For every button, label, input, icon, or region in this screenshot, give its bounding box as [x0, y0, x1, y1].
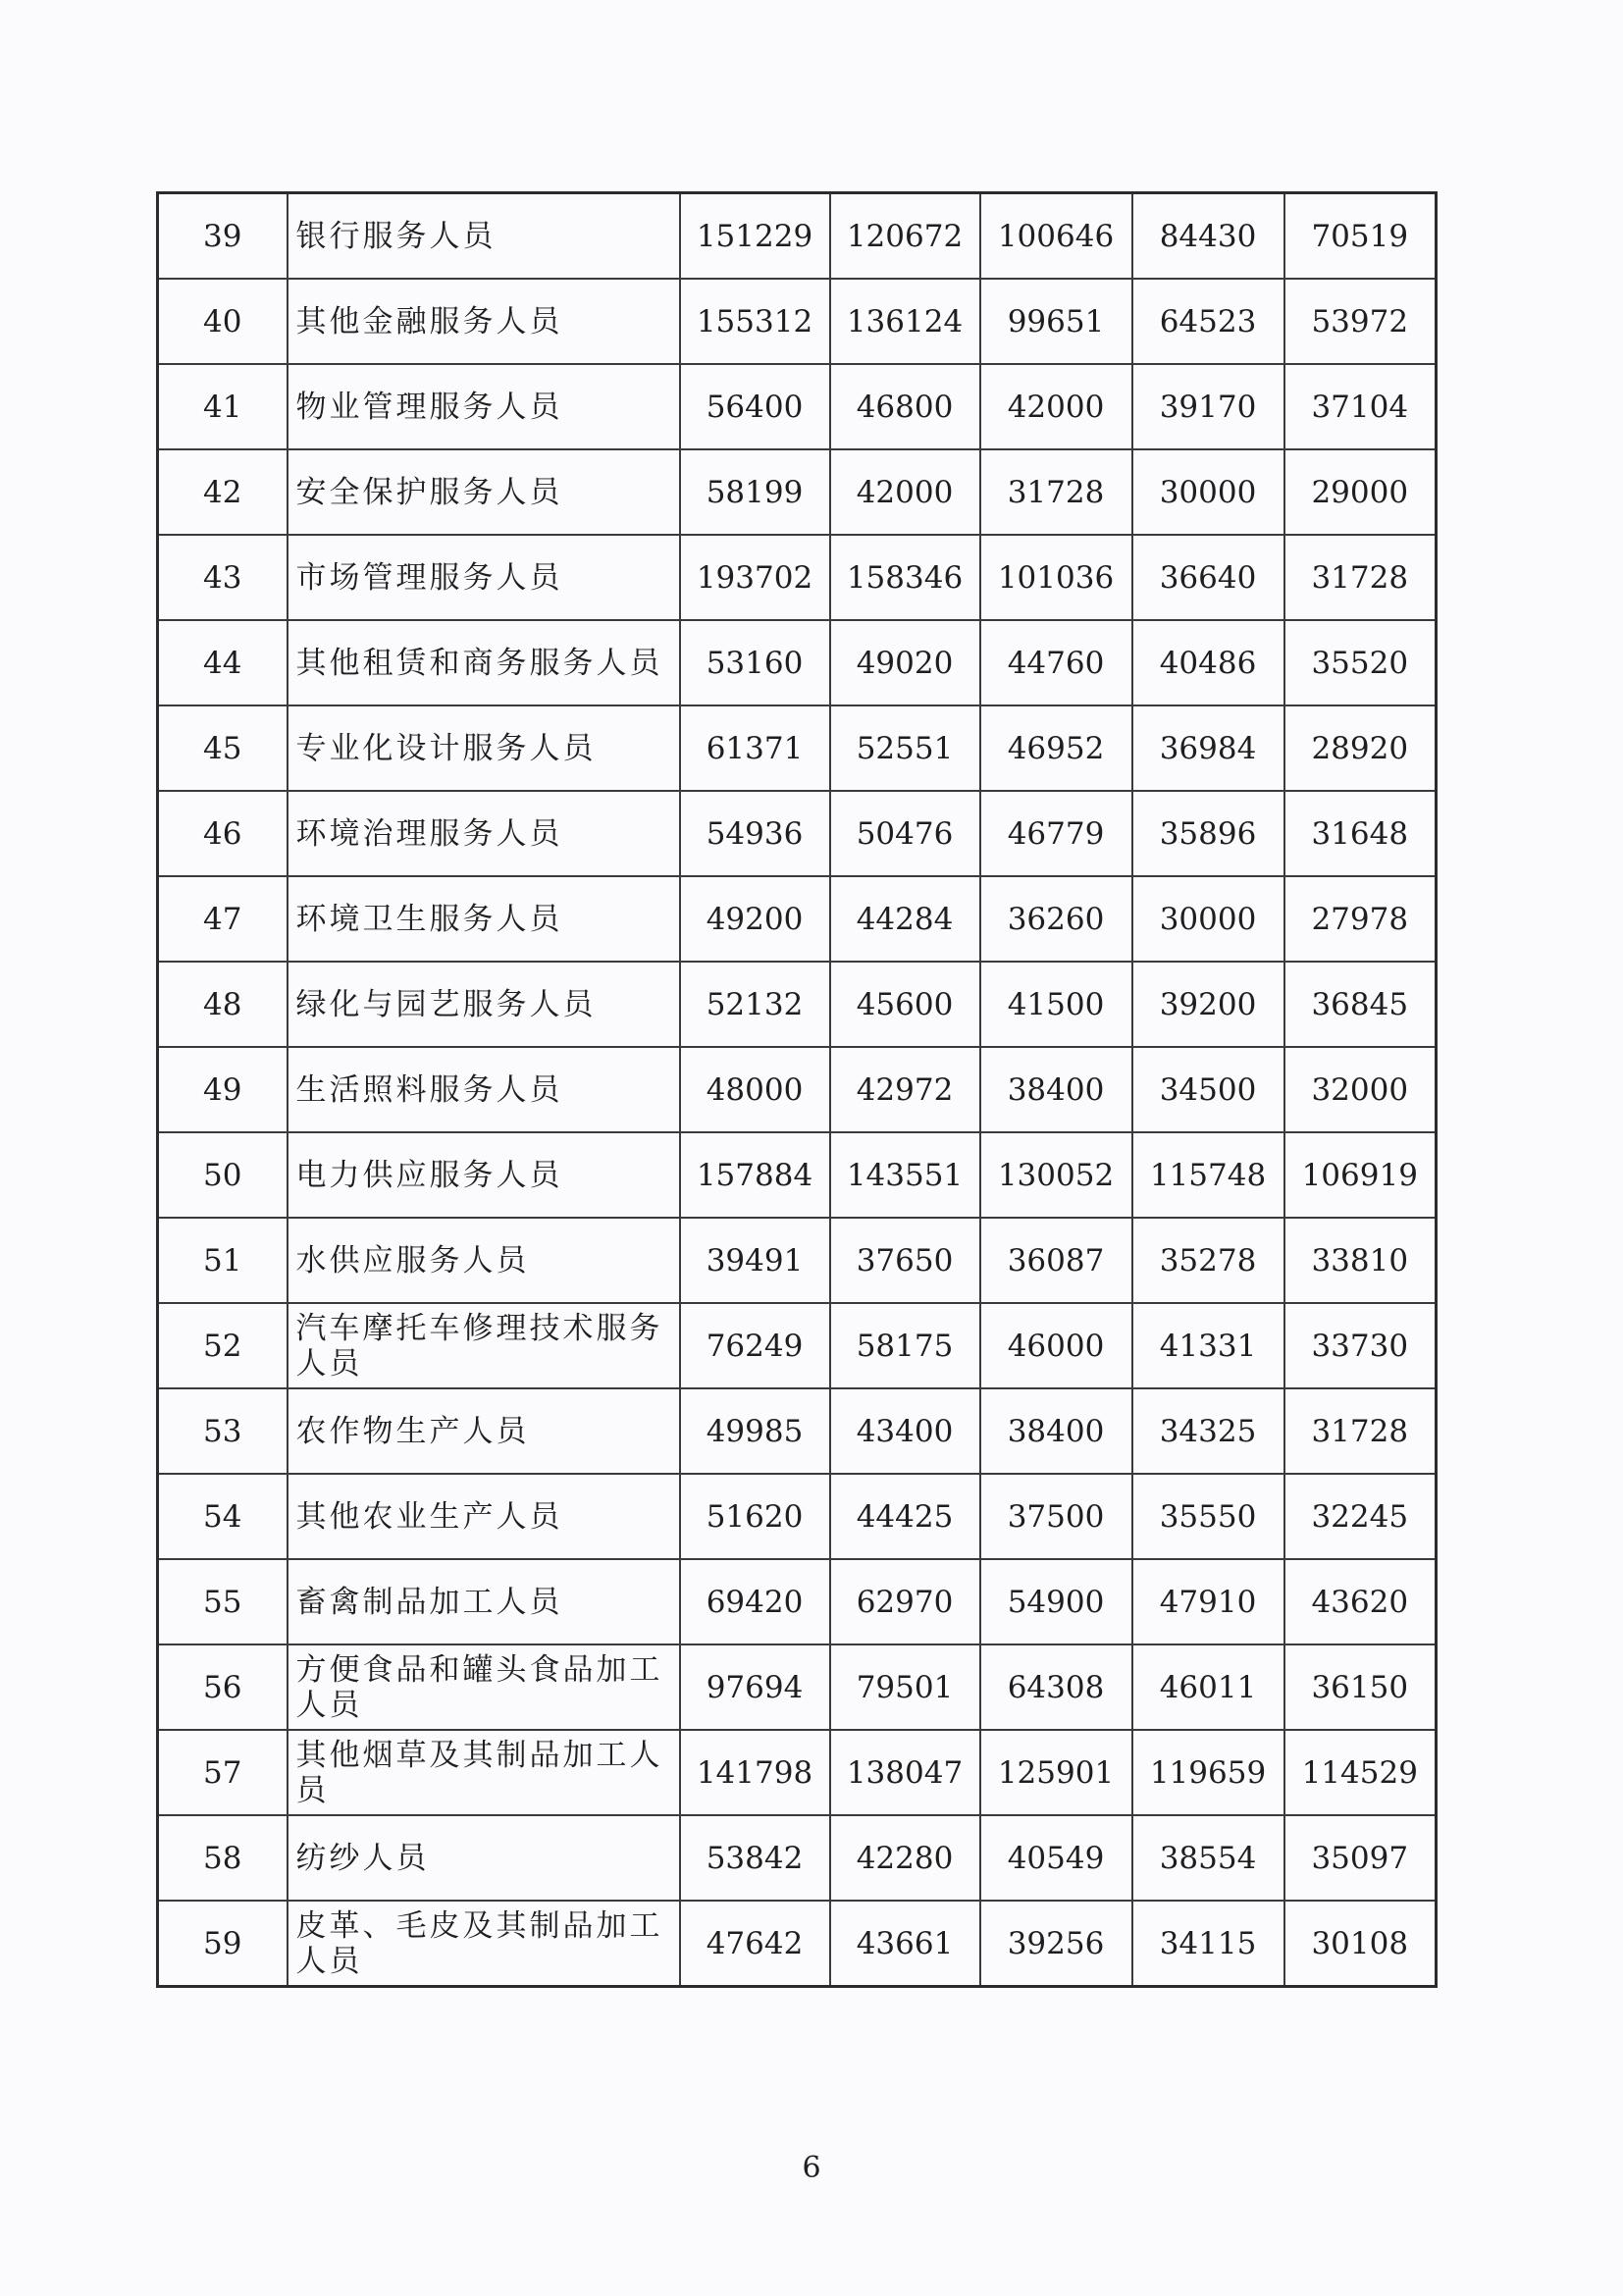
wage-value: 62970	[830, 1559, 980, 1644]
page-number: 6	[802, 2151, 821, 2185]
wage-value: 58199	[680, 449, 830, 535]
row-number: 50	[158, 1132, 288, 1218]
occupation-name: 水供应服务人员	[288, 1218, 680, 1303]
wage-value: 38400	[980, 1047, 1132, 1132]
wage-value: 48000	[680, 1047, 830, 1132]
occupation-name: 银行服务人员	[288, 193, 680, 280]
row-number: 46	[158, 791, 288, 876]
wage-value: 36640	[1132, 535, 1284, 620]
table-row	[158, 1047, 1437, 1132]
table-row	[158, 1815, 1437, 1901]
table-row	[158, 1218, 1437, 1303]
wage-value: 41500	[980, 962, 1132, 1047]
wage-value: 44760	[980, 620, 1132, 705]
wage-value: 46952	[980, 705, 1132, 791]
wage-value: 36150	[1284, 1644, 1437, 1730]
occupation-name: 环境治理服务人员	[288, 791, 680, 876]
wage-value: 157884	[680, 1132, 830, 1218]
occupation-name: 市场管理服务人员	[288, 535, 680, 620]
wage-value: 79501	[830, 1644, 980, 1730]
row-number: 49	[158, 1047, 288, 1132]
wage-value: 43400	[830, 1388, 980, 1474]
wage-value: 99651	[980, 279, 1132, 364]
wage-value: 69420	[680, 1559, 830, 1644]
occupation-name: 环境卫生服务人员	[288, 876, 680, 962]
occupation-name: 专业化设计服务人员	[288, 705, 680, 791]
wage-value: 44425	[830, 1474, 980, 1559]
table-row	[158, 1644, 1437, 1730]
wage-value: 120672	[830, 193, 980, 280]
wage-value: 64308	[980, 1644, 1132, 1730]
wage-value: 58175	[830, 1303, 980, 1388]
wage-value: 35278	[1132, 1218, 1284, 1303]
wage-value: 54936	[680, 791, 830, 876]
wage-value: 32245	[1284, 1474, 1437, 1559]
wage-value: 49985	[680, 1388, 830, 1474]
row-number: 52	[158, 1303, 288, 1388]
wage-value: 39170	[1132, 364, 1284, 449]
table-row	[158, 791, 1437, 876]
wage-value: 37104	[1284, 364, 1437, 449]
wage-value: 46800	[830, 364, 980, 449]
wage-value: 27978	[1284, 876, 1437, 962]
wage-value: 130052	[980, 1132, 1132, 1218]
wage-value: 30000	[1132, 876, 1284, 962]
wage-value: 36087	[980, 1218, 1132, 1303]
wage-value: 53972	[1284, 279, 1437, 364]
wage-value: 42972	[830, 1047, 980, 1132]
wage-value: 143551	[830, 1132, 980, 1218]
wage-value: 54900	[980, 1559, 1132, 1644]
wage-value: 30108	[1284, 1901, 1437, 1987]
wage-value: 43661	[830, 1901, 980, 1987]
table-row	[158, 1559, 1437, 1644]
wage-value: 34500	[1132, 1047, 1284, 1132]
wage-value: 53160	[680, 620, 830, 705]
table-row	[158, 1474, 1437, 1559]
table-row	[158, 1388, 1437, 1474]
wage-value: 119659	[1132, 1730, 1284, 1815]
wage-value: 76249	[680, 1303, 830, 1388]
wage-value: 46779	[980, 791, 1132, 876]
wage-value: 45600	[830, 962, 980, 1047]
wage-value: 30000	[1132, 449, 1284, 535]
wage-value: 29000	[1284, 449, 1437, 535]
occupation-name: 绿化与园艺服务人员	[288, 962, 680, 1047]
wage-value: 193702	[680, 535, 830, 620]
row-number: 47	[158, 876, 288, 962]
wage-value: 106919	[1284, 1132, 1437, 1218]
wage-value: 36984	[1132, 705, 1284, 791]
wage-value: 42000	[830, 449, 980, 535]
occupation-name: 其他金融服务人员	[288, 279, 680, 364]
wage-value: 101036	[980, 535, 1132, 620]
wage-value: 158346	[830, 535, 980, 620]
table-row	[158, 449, 1437, 535]
wage-value: 38400	[980, 1388, 1132, 1474]
wage-value: 31728	[980, 449, 1132, 535]
occupation-name: 安全保护服务人员	[288, 449, 680, 535]
wage-value: 36845	[1284, 962, 1437, 1047]
row-number: 58	[158, 1815, 288, 1901]
wage-value: 39256	[980, 1901, 1132, 1987]
wage-value: 155312	[680, 279, 830, 364]
wage-value: 115748	[1132, 1132, 1284, 1218]
wage-value: 41331	[1132, 1303, 1284, 1388]
occupation-name: 纺纱人员	[288, 1815, 680, 1901]
wage-value: 52551	[830, 705, 980, 791]
occupation-name: 其他农业生产人员	[288, 1474, 680, 1559]
wage-value: 141798	[680, 1730, 830, 1815]
wage-value: 37650	[830, 1218, 980, 1303]
wage-value: 31728	[1284, 1388, 1437, 1474]
table-row	[158, 1303, 1437, 1388]
wage-value: 56400	[680, 364, 830, 449]
occupation-name: 物业管理服务人员	[288, 364, 680, 449]
wage-value: 40486	[1132, 620, 1284, 705]
wage-value: 35520	[1284, 620, 1437, 705]
wage-value: 51620	[680, 1474, 830, 1559]
wage-value: 42280	[830, 1815, 980, 1901]
wage-value: 136124	[830, 279, 980, 364]
table-row	[158, 876, 1437, 962]
wage-value: 28920	[1284, 705, 1437, 791]
wage-value: 36260	[980, 876, 1132, 962]
wage-value: 47910	[1132, 1559, 1284, 1644]
wage-value: 50476	[830, 791, 980, 876]
table-row	[158, 364, 1437, 449]
wage-value: 114529	[1284, 1730, 1437, 1815]
wage-value: 61371	[680, 705, 830, 791]
wage-value: 33810	[1284, 1218, 1437, 1303]
table-row	[158, 1901, 1437, 1987]
table-row	[158, 705, 1437, 791]
wage-value: 44284	[830, 876, 980, 962]
row-number: 40	[158, 279, 288, 364]
table-row	[158, 535, 1437, 620]
wage-table	[156, 191, 1438, 1988]
wage-value: 53842	[680, 1815, 830, 1901]
wage-value: 100646	[980, 193, 1132, 280]
row-number: 41	[158, 364, 288, 449]
wage-value: 37500	[980, 1474, 1132, 1559]
row-number: 51	[158, 1218, 288, 1303]
wage-value: 43620	[1284, 1559, 1437, 1644]
wage-value: 151229	[680, 193, 830, 280]
wage-value: 39200	[1132, 962, 1284, 1047]
wage-value: 138047	[830, 1730, 980, 1815]
table-row	[158, 1730, 1437, 1815]
occupation-name: 畜禽制品加工人员	[288, 1559, 680, 1644]
table-row	[158, 620, 1437, 705]
row-number: 54	[158, 1474, 288, 1559]
wage-value: 64523	[1132, 279, 1284, 364]
wage-value: 35896	[1132, 791, 1284, 876]
row-number: 43	[158, 535, 288, 620]
table-row	[158, 962, 1437, 1047]
wage-value: 39491	[680, 1218, 830, 1303]
wage-value: 84430	[1132, 193, 1284, 280]
table-row	[158, 1132, 1437, 1218]
wage-value: 32000	[1284, 1047, 1437, 1132]
wage-value: 38554	[1132, 1815, 1284, 1901]
wage-value: 33730	[1284, 1303, 1437, 1388]
row-number: 53	[158, 1388, 288, 1474]
wage-value: 49200	[680, 876, 830, 962]
occupation-name: 方便食品和罐头食品加工人员	[288, 1644, 680, 1730]
row-number: 44	[158, 620, 288, 705]
wage-value: 46011	[1132, 1644, 1284, 1730]
wage-value: 35550	[1132, 1474, 1284, 1559]
row-number: 56	[158, 1644, 288, 1730]
wage-value: 49020	[830, 620, 980, 705]
wage-value: 40549	[980, 1815, 1132, 1901]
wage-value: 42000	[980, 364, 1132, 449]
wage-value: 31728	[1284, 535, 1437, 620]
wage-value: 35097	[1284, 1815, 1437, 1901]
occupation-name: 其他租赁和商务服务人员	[288, 620, 680, 705]
occupation-name: 皮革、毛皮及其制品加工人员	[288, 1901, 680, 1987]
wage-value: 52132	[680, 962, 830, 1047]
wage-value: 70519	[1284, 193, 1437, 280]
occupation-name: 汽车摩托车修理技术服务人员	[288, 1303, 680, 1388]
table-row	[158, 279, 1437, 364]
row-number: 48	[158, 962, 288, 1047]
wage-value: 34325	[1132, 1388, 1284, 1474]
wage-value: 31648	[1284, 791, 1437, 876]
row-number: 59	[158, 1901, 288, 1987]
wage-value: 47642	[680, 1901, 830, 1987]
table-body	[158, 193, 1437, 1987]
occupation-name: 电力供应服务人员	[288, 1132, 680, 1218]
wage-value: 34115	[1132, 1901, 1284, 1987]
wage-value: 125901	[980, 1730, 1132, 1815]
wage-value: 97694	[680, 1644, 830, 1730]
occupation-name: 生活照料服务人员	[288, 1047, 680, 1132]
row-number: 39	[158, 193, 288, 280]
row-number: 42	[158, 449, 288, 535]
row-number: 57	[158, 1730, 288, 1815]
row-number: 55	[158, 1559, 288, 1644]
row-number: 45	[158, 705, 288, 791]
occupation-name: 农作物生产人员	[288, 1388, 680, 1474]
occupation-name: 其他烟草及其制品加工人员	[288, 1730, 680, 1815]
table-row	[158, 193, 1437, 280]
wage-value: 46000	[980, 1303, 1132, 1388]
